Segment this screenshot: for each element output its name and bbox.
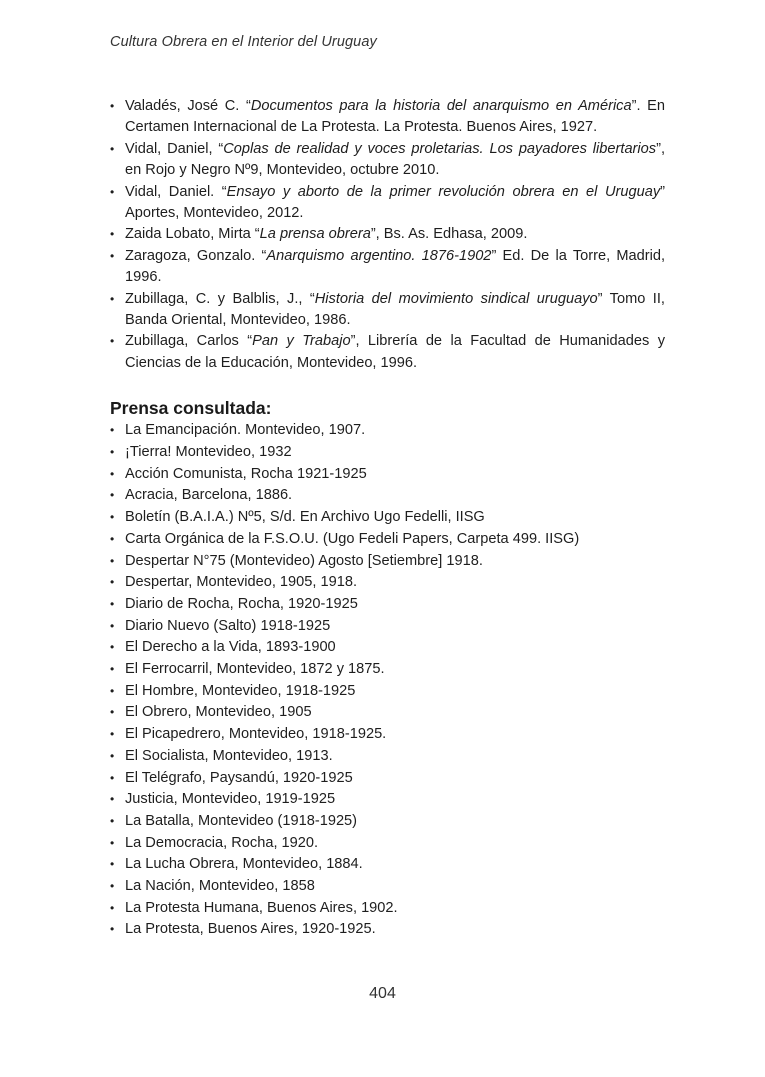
bullet-icon: • [110, 662, 115, 677]
entry-title: La prensa obrera [259, 226, 371, 243]
press-item [110, 551, 665, 573]
bullet-icon: • [110, 683, 115, 698]
bullet-icon: • [110, 922, 115, 937]
press-item-text: Carta Orgánica de la F.S.O.U. (Ugo Fedeli Papers, Carpeta 499. IISG) [125, 530, 580, 547]
press-item [110, 702, 665, 724]
press-item [110, 616, 665, 638]
press-item-text: El Picapedrero, Montevideo, 1918-1925. [125, 726, 387, 743]
bullet-icon: • [110, 510, 115, 525]
press-item-text: La Protesta Humana, Buenos Aires, 1902. [125, 899, 398, 916]
bullet-icon: • [110, 618, 115, 633]
bullet-icon: • [110, 813, 115, 828]
bullet-icon: • [110, 705, 115, 720]
bibliography-entry [110, 182, 665, 225]
press-item-text: El Derecho a la Vida, 1893-1900 [125, 639, 336, 656]
entry-author: Valadés, José C. “ [125, 98, 251, 114]
press-item [110, 464, 665, 486]
entry-author: Zaida Lobato, Mirta “ [125, 226, 260, 243]
press-item [110, 637, 665, 659]
press-item-text: Boletín (B.A.I.A.) Nº5, S/d. En Archivo Ugo Fedelli, IISG [125, 509, 485, 526]
bullet-icon: • [110, 227, 115, 242]
press-item [110, 919, 665, 941]
entry-details: ” Tomo II, Banda Oriental, Montevideo, 1986. [125, 290, 665, 329]
bullet-icon: • [110, 857, 115, 872]
entry-author: Vidal, Daniel, “ [125, 140, 224, 157]
press-item-text: Acracia, Barcelona, 1886. [125, 487, 293, 504]
entry-author: Zaragoza, Gonzalo. “ [125, 247, 267, 264]
press-item [110, 768, 665, 790]
press-item-text: El Hombre, Montevideo, 1918-1925 [125, 682, 356, 699]
press-item [110, 420, 665, 442]
press-item-text: La Batalla, Montevideo (1918-1925) [125, 812, 358, 829]
press-item-text: Despertar N°75 (Montevideo) Agosto [Setiembre] 1918. [125, 552, 483, 569]
press-item-text: Despertar, Montevideo, 1905, 1918. [125, 574, 358, 591]
entry-details: ”, en Rojo y Negro Nº9, Montevideo, octubre 2010. [125, 140, 665, 179]
bullet-icon: • [110, 727, 115, 742]
bullet-icon: • [110, 553, 115, 568]
press-item-text: El Telégrafo, Paysandú, 1920-1925 [125, 769, 353, 786]
bibliography-entry [110, 96, 665, 139]
press-item [110, 833, 665, 855]
entry-details: ” Ed. De la Torre, Madrid, 1996. [125, 247, 665, 286]
bullet-icon: • [110, 184, 115, 199]
entry-title: Coplas de realidad y voces proletarias. Los payadores libertarios [223, 140, 657, 157]
press-item-text: El Socialista, Montevideo, 1913. [125, 747, 333, 764]
entry-title: Pan y Trabajo [252, 333, 351, 350]
press-item [110, 659, 665, 681]
press-item [110, 811, 665, 833]
entry-title: Anarquismo argentino. 1876-1902 [266, 247, 492, 264]
entry-details: ”, Librería de la Facultad de Humanidades y Ciencias de la Educación, Montevideo, 1996. [125, 333, 665, 371]
bibliography-entry [110, 224, 665, 245]
press-item [110, 746, 665, 768]
press-item [110, 876, 665, 898]
entry-author: Zubillaga, Carlos “ [125, 333, 253, 350]
press-item-text: Acción Comunista, Rocha 1921-1925 [125, 465, 367, 482]
bullet-icon: • [110, 575, 115, 590]
press-item-text: Diario Nuevo (Salto) 1918-1925 [125, 617, 331, 634]
bullet-icon: • [110, 248, 115, 263]
bullet-icon: • [110, 596, 115, 611]
bullet-icon: • [110, 423, 115, 438]
press-item-text: La Protesta, Buenos Aires, 1920-1925. [125, 921, 376, 938]
press-item-text: El Ferrocarril, Montevideo, 1872 y 1875. [125, 661, 385, 678]
press-item [110, 485, 665, 507]
press-item [110, 442, 665, 464]
entry-details: ”, Bs. As. Edhasa, 2009. [370, 226, 528, 243]
press-item [110, 724, 665, 746]
bullet-icon: • [110, 466, 115, 481]
bullet-icon: • [110, 488, 115, 503]
press-item [110, 854, 665, 876]
bullet-icon: • [110, 334, 115, 349]
entry-title: Documentos para la historia del anarquismo en América [250, 98, 632, 114]
page-number: 404 [369, 985, 396, 1002]
bullet-icon: • [110, 444, 115, 459]
bullet-icon: • [110, 792, 115, 807]
press-item-text: ¡Tierra! Montevideo, 1932 [125, 443, 292, 460]
press-item [110, 898, 665, 920]
press-item-text: La Lucha Obrera, Montevideo, 1884. [125, 856, 363, 873]
press-item-text: La Democracia, Rocha, 1920. [125, 834, 319, 851]
bibliography-entry [110, 289, 665, 332]
entry-details: ”. En Certamen Internacional de La Protesta. La Protesta. Buenos Aires, 1927. [125, 98, 665, 136]
bullet-icon: • [110, 835, 115, 850]
press-item [110, 572, 665, 594]
entry-title: Ensayo y aborto de la primer revolución obrera en el Uruguay [226, 183, 661, 200]
press-item [110, 529, 665, 551]
bullet-icon: • [110, 291, 115, 306]
entry-author: Zubillaga, C. y Balblis, J., “ [125, 290, 315, 307]
bullet-icon: • [110, 748, 115, 763]
section-heading-prensa: Prensa consultada: [110, 398, 272, 419]
press-item-text: Diario de Rocha, Rocha, 1920-1925 [125, 595, 358, 612]
bullet-icon: • [110, 640, 115, 655]
press-list [110, 420, 665, 941]
press-item [110, 681, 665, 703]
bullet-icon: • [110, 900, 115, 915]
press-item-text: El Obrero, Montevideo, 1905 [125, 704, 312, 721]
press-item [110, 789, 665, 811]
running-title: Cultura Obrera en el Interior del Uruguay [110, 34, 377, 50]
entry-title: Historia del movimiento sindical uruguayo [314, 290, 598, 307]
press-item-text: La Nación, Montevideo, 1858 [125, 878, 315, 895]
bibliography-list [110, 96, 665, 374]
bibliography-entry [110, 139, 665, 182]
entry-details: ” Aportes, Montevideo, 2012. [125, 183, 665, 222]
entry-author: Vidal, Daniel. “ [125, 183, 227, 200]
page-body [110, 96, 665, 941]
press-item-text: La Emancipación. Montevideo, 1907. [125, 422, 366, 439]
bullet-icon: • [110, 99, 115, 113]
press-item [110, 507, 665, 529]
press-item-text: Justicia, Montevideo, 1919-1925 [125, 791, 336, 808]
bibliography-entry [110, 331, 665, 374]
bullet-icon: • [110, 879, 115, 894]
bibliography-entry [110, 246, 665, 289]
bullet-icon: • [110, 770, 115, 785]
bullet-icon: • [110, 531, 115, 546]
bullet-icon: • [110, 141, 115, 156]
press-item [110, 594, 665, 616]
